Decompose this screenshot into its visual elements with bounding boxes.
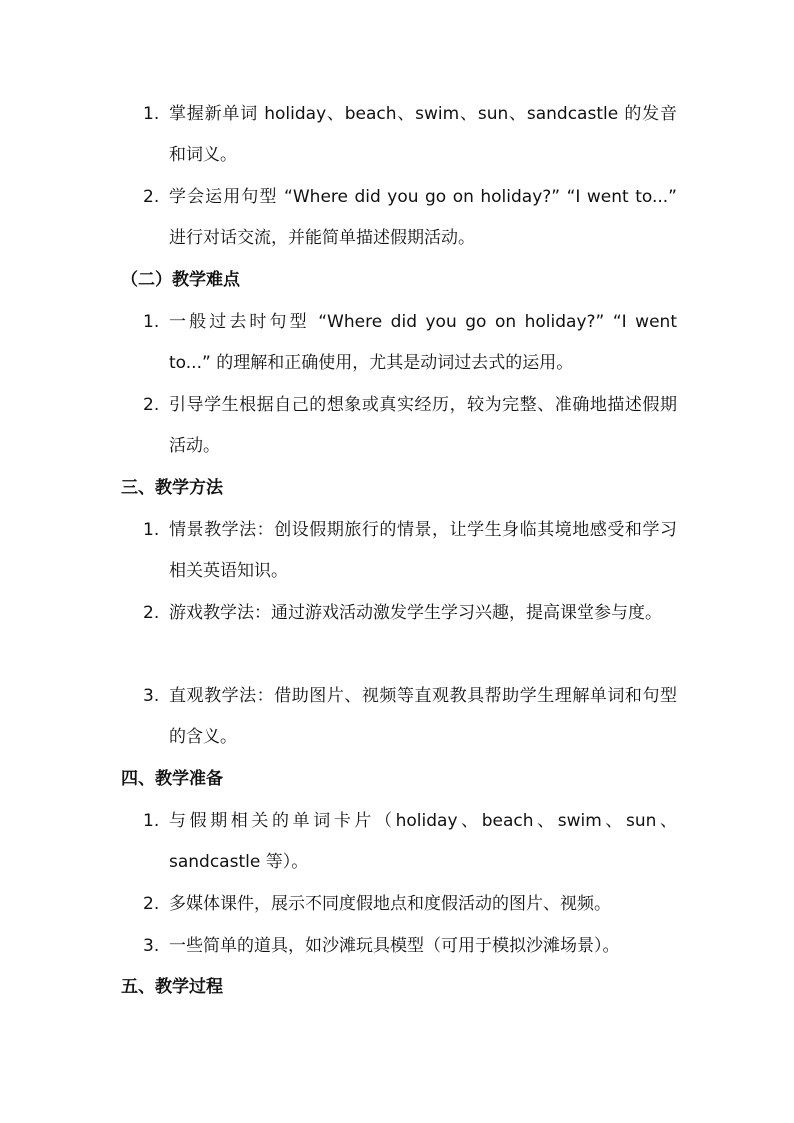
list-number: 3. — [143, 686, 160, 706]
subheading-teaching-difficulty: （二）教学难点 — [121, 270, 240, 290]
list-number: 1. — [143, 520, 160, 540]
list-number: 2. — [143, 894, 160, 914]
list-item — [143, 801, 677, 883]
list-text: 引导学生根据自己的想象或真实经历，较为完整、准确地描述假期活动。 — [169, 395, 677, 456]
list-item — [143, 510, 677, 592]
list-item — [143, 302, 677, 384]
list-item — [143, 385, 677, 467]
list-text: 与假期相关的单词卡片（holiday、beach、swim、sun、sandcastle 等）。 — [169, 811, 677, 872]
list-item — [143, 676, 677, 758]
heading-teaching-process: 五、教学过程 — [121, 977, 223, 997]
list-number: 2. — [143, 187, 160, 207]
list-item — [143, 884, 677, 925]
list-text: 一些简单的道具，如沙滩玩具模型（可用于模拟沙滩场景）。 — [169, 936, 620, 956]
list-text: 直观教学法：借助图片、视频等直观教具帮助学生理解单词和句型的含义。 — [169, 686, 677, 747]
list-number: 2. — [143, 395, 160, 415]
list-number: 2. — [143, 603, 160, 623]
list-item — [143, 593, 677, 634]
list-text: 游戏教学法：通过游戏活动激发学生学习兴趣，提高课堂参与度。 — [169, 603, 662, 623]
heading-teaching-preparation: 四、教学准备 — [121, 769, 223, 789]
list-text: 掌握新单词 holiday、beach、swim、sun、sandcastle 的发音和词义。 — [169, 104, 677, 165]
list-item — [143, 926, 677, 967]
list-text: 情景教学法：创设假期旅行的情景，让学生身临其境地感受和学习相关英语知识。 — [169, 520, 677, 581]
list-item — [143, 94, 677, 176]
heading-teaching-methods: 三、教学方法 — [121, 478, 223, 498]
list-text: 一般过去时句型 “Where did you go on holiday?” “I went to...” 的理解和正确使用，尤其是动词过去式的运用。 — [169, 312, 677, 373]
list-number: 1. — [143, 312, 160, 332]
list-number: 3. — [143, 936, 160, 956]
list-number: 1. — [143, 811, 160, 831]
list-number: 1. — [143, 104, 160, 124]
list-text: 学会运用句型 “Where did you go on holiday?” “I went to...” 进行对话交流，并能简单描述假期活动。 — [169, 187, 677, 248]
list-item — [143, 177, 677, 259]
list-text: 多媒体课件，展示不同度假地点和度假活动的图片、视频。 — [169, 894, 611, 914]
